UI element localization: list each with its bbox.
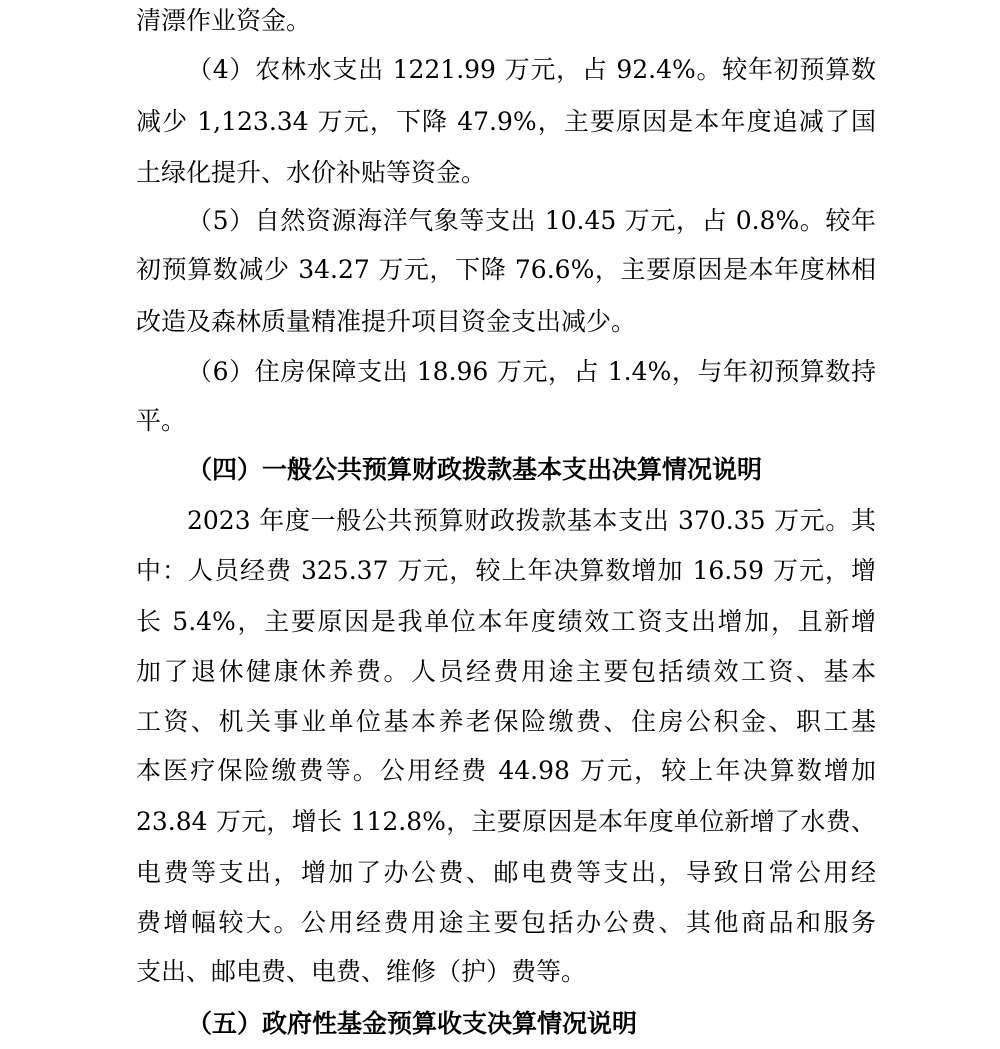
paragraph-line: 平。 — [136, 406, 187, 435]
paragraph-line: 中：人员经费 325.37 万元，较上年决算数增加 16.59 万元，增 — [136, 556, 876, 585]
paragraph-line: （6）住房保障支出 18.96 万元，占 1.4%，与年初预算数持 — [187, 357, 876, 386]
paragraph-line: 加了退休健康休养费。人员经费用途主要包括绩效工资、基本 — [136, 657, 876, 686]
paragraph-line: 土绿化提升、水价补贴等资金。 — [136, 158, 487, 187]
paragraph-line: （4）农林水支出 1221.99 万元，占 92.4%。较年初预算数 — [187, 55, 876, 84]
paragraph-line: 减少 1,123.34 万元，下降 47.9%，主要原因是本年度追减了国 — [136, 107, 876, 136]
section-heading: （五）政府性基金预算收支决算情况说明 — [187, 1009, 638, 1038]
paragraph-line: 本医疗保险缴费等。公用经费 44.98 万元，较上年决算数增加 — [136, 756, 876, 785]
paragraph-line: （5）自然资源海洋气象等支出 10.45 万元，占 0.8%。较年 — [187, 206, 876, 235]
paragraph-line: 改造及森林质量精准提升项目资金支出减少。 — [136, 307, 637, 336]
paragraph-line: 工资、机关事业单位基本养老保险缴费、住房公积金、职工基 — [136, 707, 876, 736]
paragraph-line: 清漂作业资金。 — [136, 6, 312, 35]
paragraph-line: 2023 年度一般公共预算财政拨款基本支出 370.35 万元。其 — [187, 506, 876, 535]
section-heading: （四）一般公共预算财政拨款基本支出决算情况说明 — [187, 455, 763, 484]
paragraph-line: 支出、邮电费、电费、维修（护）费等。 — [136, 957, 587, 986]
paragraph-line: 电费等支出，增加了办公费、邮电费等支出，导致日常公用经 — [136, 858, 876, 887]
paragraph-line: 初预算数减少 34.27 万元，下降 76.6%，主要原因是本年度林相 — [136, 255, 876, 284]
paragraph-line: 费增幅较大。公用经费用途主要包括办公费、其他商品和服务 — [136, 908, 876, 937]
paragraph-line: 长 5.4%，主要原因是我单位本年度绩效工资支出增加，且新增 — [136, 607, 876, 636]
paragraph-line: 23.84 万元，增长 112.8%，主要原因是本年度单位新增了水费、 — [136, 807, 876, 836]
